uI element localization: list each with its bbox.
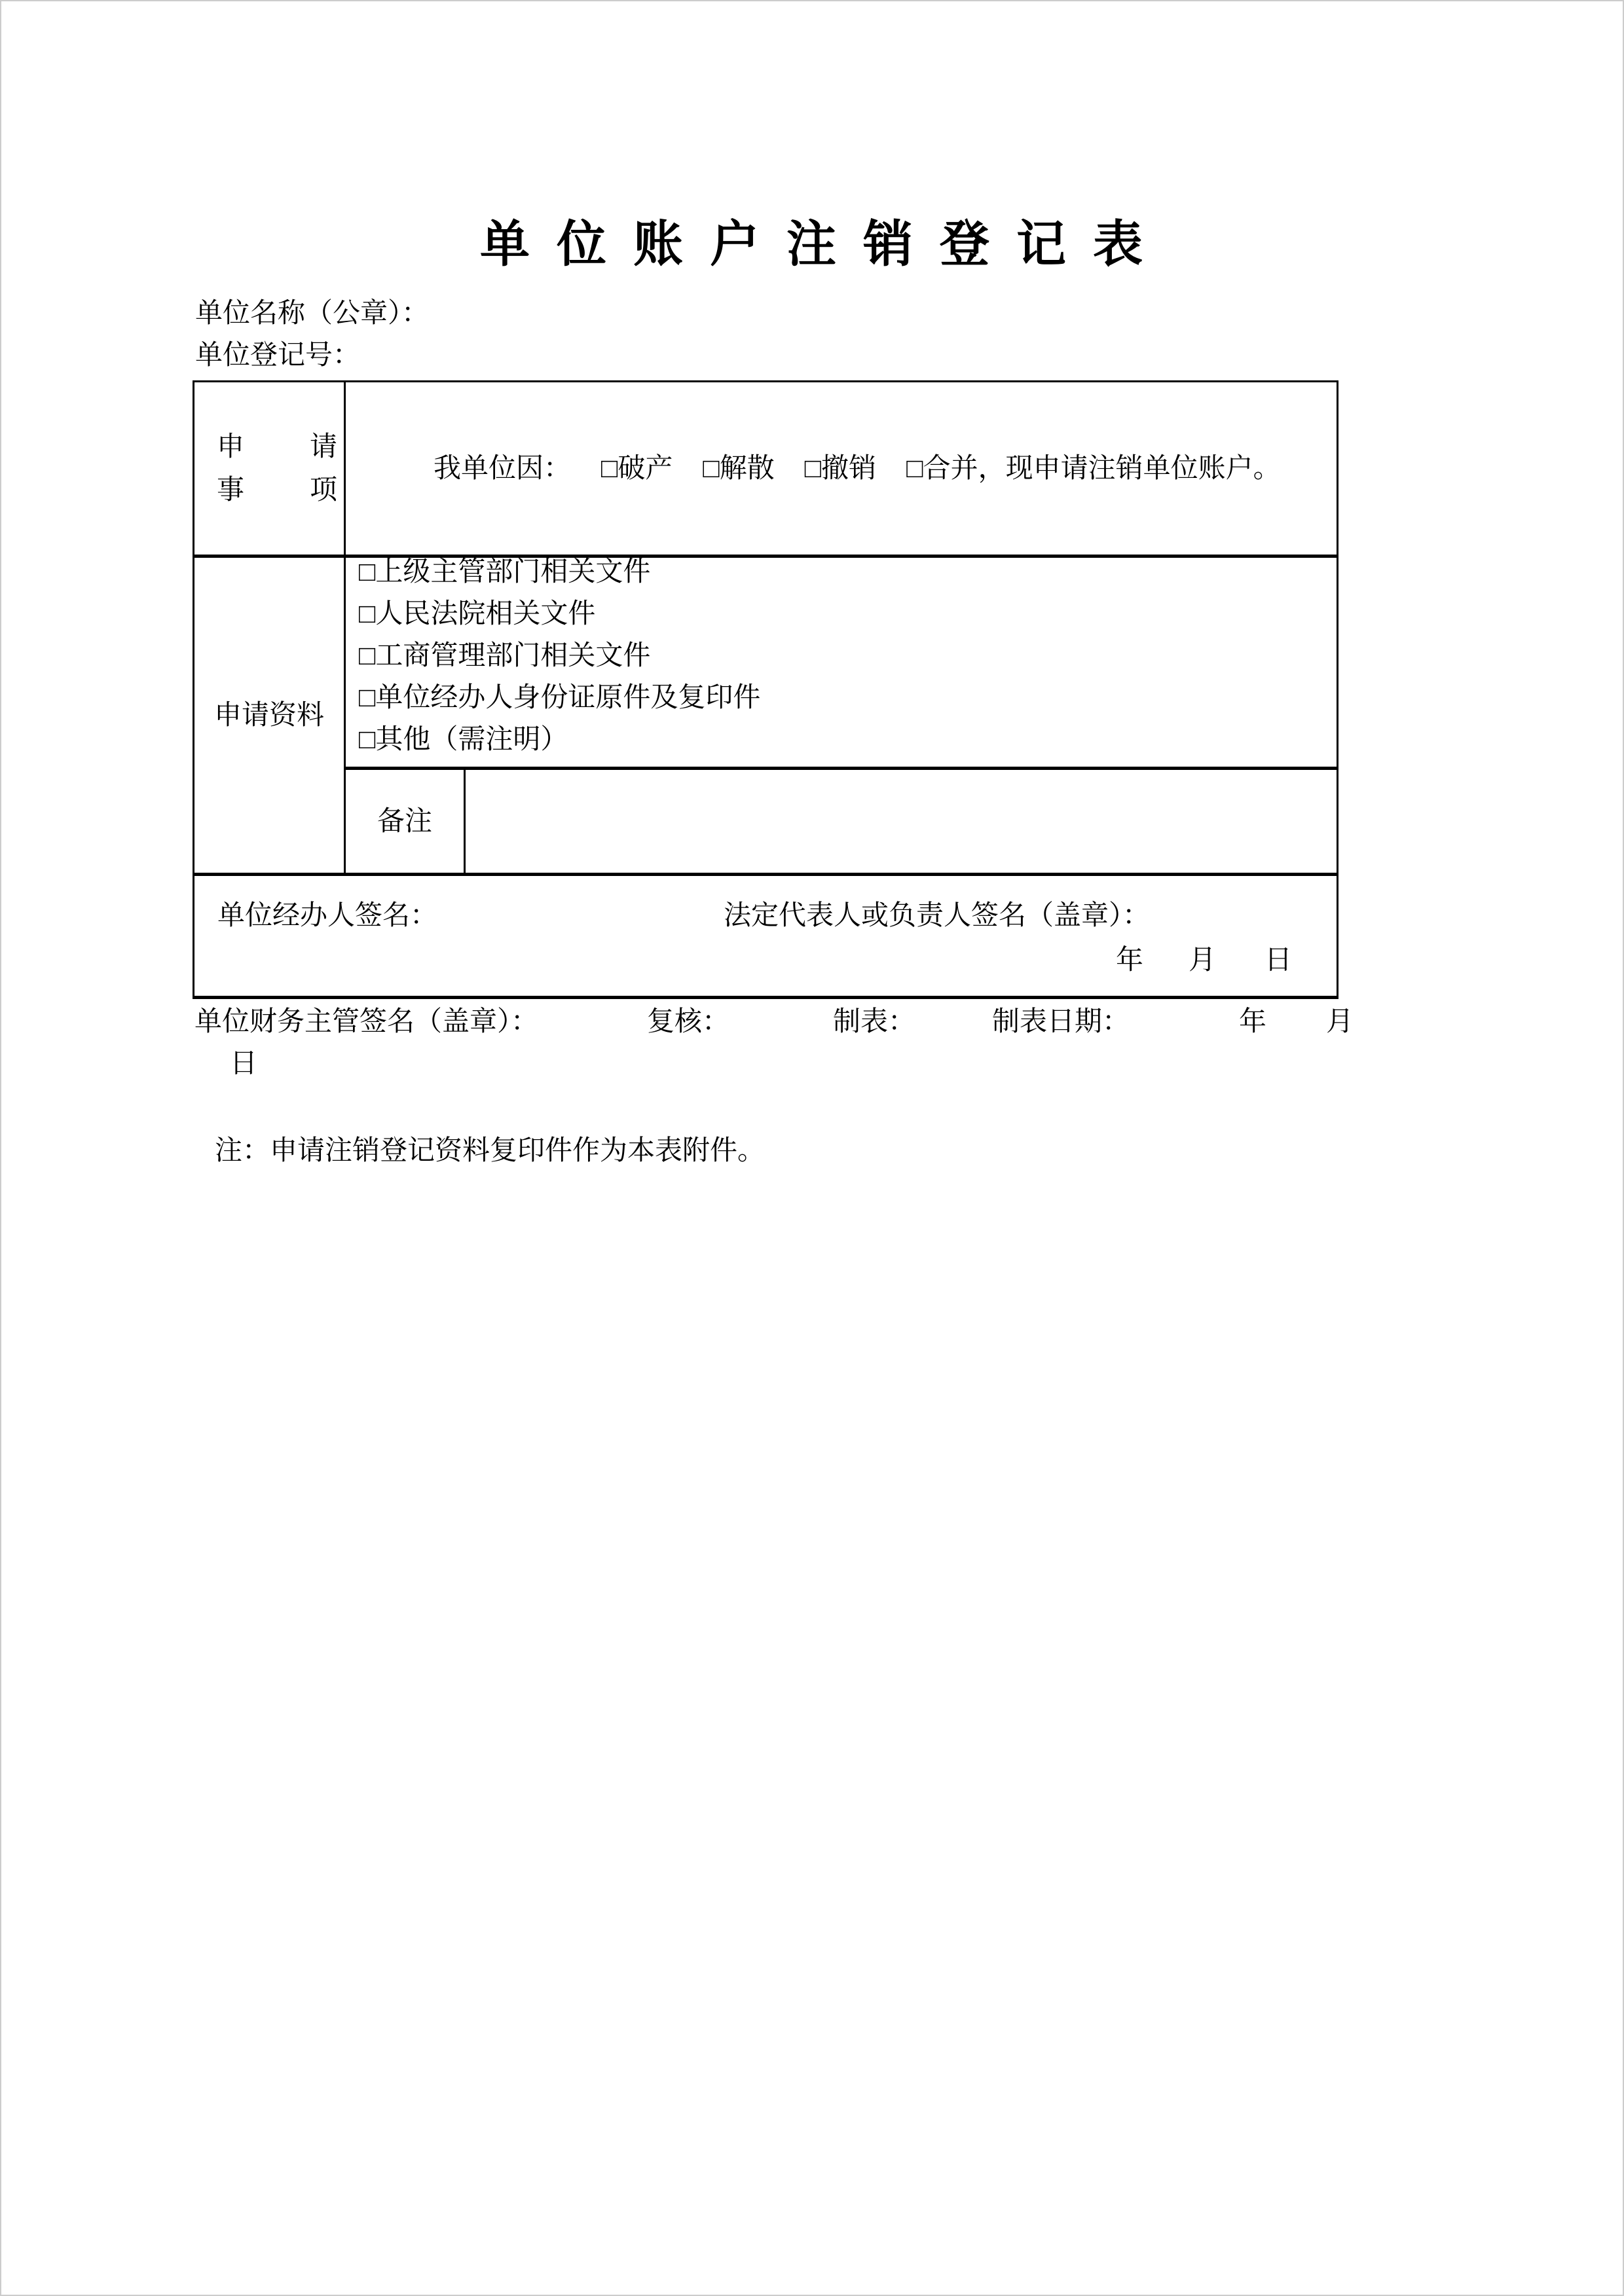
footer-day-label: 日: [230, 1049, 258, 1079]
checklist-item-label: 人民法院相关文件: [375, 599, 596, 629]
option-dissolution: [703, 455, 774, 483]
option-merger: [906, 455, 978, 483]
materials-row-label: 申请资料: [213, 700, 324, 731]
checklist-item-label: 单位经办人身份证原件及复印件: [375, 683, 761, 713]
unit-reg-no-label: 单位登记号：: [195, 340, 361, 371]
apply-label-char: 申: [217, 431, 245, 462]
agent-sign-label: 单位经办人签名：: [217, 901, 438, 931]
unit-name-label: 单位名称（公章）：: [195, 299, 430, 329]
finance-sign-label: 单位财务主管签名（盖章）：: [194, 1007, 539, 1037]
remark-label: 备注: [377, 806, 432, 837]
apply-row-content: [346, 382, 1337, 555]
apply-content-prefix: 我单位因：: [434, 453, 572, 484]
prepared-date-label: 制表日期：: [992, 1007, 1130, 1037]
legal-rep-sign-label: 法定代表人或负责人签名（盖章）：: [724, 901, 1151, 931]
apply-label-line-1: [194, 433, 344, 461]
checklist-item: [359, 635, 1335, 677]
materials-checklist: [359, 551, 1335, 761]
checkbox-icon: □: [703, 453, 720, 484]
checkbox-icon: □: [906, 453, 923, 484]
review-label: 复核：: [647, 1007, 730, 1037]
checklist-item-label: 工商管理部门相关文件: [375, 641, 651, 671]
note-line: 注：申请注销登记资料复印件作为本表附件。: [215, 1136, 766, 1166]
checklist-item: [359, 593, 1335, 635]
checklist-item: [359, 677, 1335, 719]
checkbox-icon: □: [804, 453, 822, 484]
option-bankruptcy: [601, 455, 673, 483]
option-label: 解散: [719, 453, 775, 484]
sign-date-year-label: 年: [1116, 945, 1144, 975]
row-divider-remark-signature: [193, 873, 1338, 876]
checklist-item-label: 其他（需注明）: [375, 725, 568, 755]
checkbox-icon: □: [601, 453, 618, 484]
checkbox-icon: □: [359, 557, 376, 587]
option-revocation: [805, 455, 876, 483]
option-label: 破产: [618, 453, 673, 484]
checkbox-icon: □: [359, 683, 376, 713]
checklist-item-label: 上级主管部门相关文件: [375, 557, 651, 587]
apply-row-label: [194, 382, 344, 555]
prepared-label: 制表：: [833, 1007, 916, 1037]
sign-date-month-label: 月: [1189, 945, 1217, 975]
apply-label-char: 项: [309, 475, 337, 505]
apply-label-char: 请: [309, 431, 337, 462]
option-label: 撤销: [821, 453, 877, 484]
footer-month-label: 月: [1326, 1007, 1354, 1037]
option-label: 合并: [923, 453, 978, 484]
checklist-item: [359, 719, 1335, 761]
remark-value: [466, 770, 1337, 873]
checklist-item: [359, 551, 1335, 593]
table-border-right: [1337, 380, 1338, 999]
page-title: 单 位 账 户 注 销 登 记 表: [480, 217, 1144, 272]
footer-year-label: 年: [1239, 1007, 1267, 1037]
apply-content-suffix: ，现申请注销单位账户。: [978, 453, 1281, 484]
sign-date-day-label: 日: [1264, 945, 1293, 975]
checkbox-icon: □: [359, 641, 376, 671]
apply-label-line-2: [194, 477, 344, 504]
checkbox-icon: □: [359, 725, 376, 755]
apply-label-char: 事: [217, 475, 245, 505]
checkbox-icon: □: [359, 599, 376, 629]
table-border-bottom: [193, 996, 1338, 999]
